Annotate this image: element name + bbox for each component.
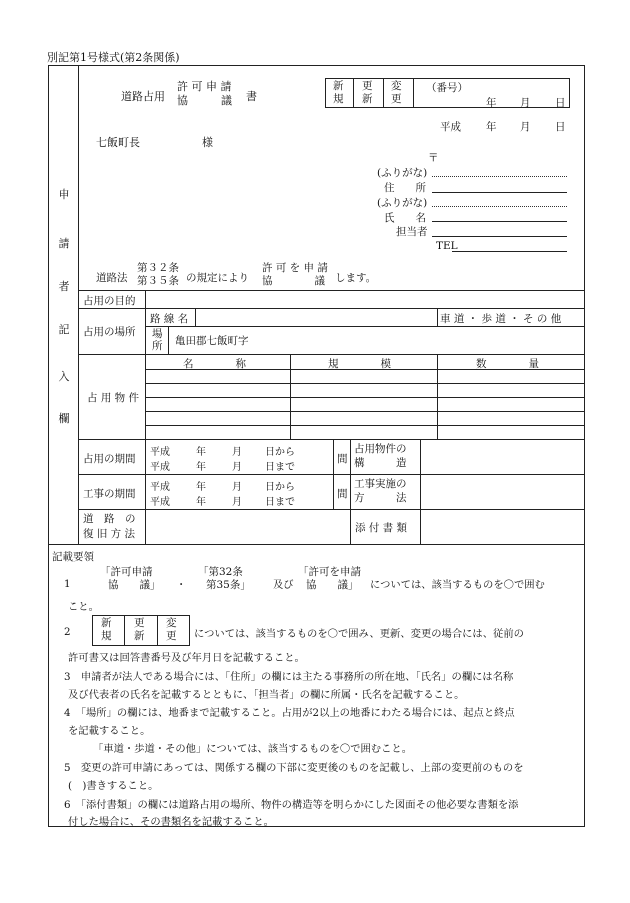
row-line — [145, 326, 585, 327]
work-to-era: 平成 — [150, 497, 170, 508]
title-prefix: 道路占用 — [121, 90, 165, 103]
number-month: 月 — [520, 97, 531, 109]
furigana-address-label: (ふりがな) — [377, 167, 428, 179]
period-to-month: 月 — [232, 462, 242, 473]
objects-label: 占 用 物 件 — [87, 392, 140, 404]
col-line — [290, 354, 291, 439]
period-from-month: 月 — [232, 447, 242, 458]
note-1-tail: については、該当するものを〇で囲む — [370, 579, 545, 591]
law-article-35: 第３５条 — [137, 275, 179, 287]
tel-field[interactable] — [452, 251, 567, 252]
addressee-honorific: 様 — [202, 136, 213, 149]
status-divider — [353, 78, 354, 108]
date-month: 月 — [520, 121, 531, 133]
period-to-day: 日まで — [265, 462, 295, 473]
period-to-era: 平成 — [150, 462, 170, 473]
col-line — [145, 290, 146, 544]
address-label: 住 所 — [384, 182, 426, 194]
period-between: 間 — [337, 453, 348, 465]
col-line — [350, 439, 351, 544]
side-label-char: 者 — [58, 280, 70, 293]
note-1-number: 1 — [64, 578, 71, 590]
location-label: 場 所 — [152, 328, 163, 352]
col-line — [333, 439, 334, 509]
note-4-line1: 4 「場所」の欄には、地番まで記載すること。占用が2以上の地番にわたる場合には、起点と終点 — [64, 707, 515, 719]
note-2-line2: 許可書又は回答書番号及び年月日を記載すること。 — [68, 652, 305, 664]
note-1-and: 及び — [273, 579, 294, 591]
status-new[interactable]: 新 規 — [333, 80, 344, 105]
attachments-label: 添 付 書 類 — [355, 522, 408, 534]
form-number-label: 別記第1号様式(第2条関係) — [47, 51, 180, 64]
date-year: 年 — [486, 121, 497, 133]
location-value[interactable]: 亀田郡七飯町字 — [175, 335, 249, 347]
row-line — [78, 474, 585, 475]
col-line — [437, 308, 438, 326]
title-options — [177, 80, 232, 108]
title-suffix: 書 — [246, 90, 257, 103]
note-2-change: 変 更 — [166, 617, 177, 642]
note-2-divider — [157, 615, 158, 646]
furigana-name-label: (ふりがな) — [377, 197, 428, 209]
row-line — [145, 411, 585, 412]
period-label: 占用の期間 — [83, 453, 136, 465]
place-label: 占用の場所 — [83, 326, 136, 338]
notes-title: 記載要領 — [52, 551, 94, 563]
tel-label: TEL — [436, 240, 458, 252]
law-name: 道路法 — [96, 272, 128, 284]
status-change[interactable]: 変 更 — [391, 80, 402, 105]
note-1-quote1: 「許可申請 協 議」 — [100, 566, 161, 591]
note-4-line2: を記載すること。 — [68, 725, 151, 737]
law-end-text: します。 — [335, 272, 377, 284]
work-from-era: 平成 — [150, 482, 170, 493]
period-to-year: 年 — [196, 462, 206, 473]
column-quantity-header: 数 量 — [476, 358, 539, 370]
col-line — [437, 354, 438, 439]
row-line — [78, 290, 585, 291]
side-label-char: 請 — [58, 237, 70, 250]
structure-label: 占用物件の 構 造 — [354, 443, 407, 469]
note-1-quote2: 「第32条 第35条」 — [198, 566, 251, 591]
period-from-era: 平成 — [150, 447, 170, 458]
row-line — [145, 397, 585, 398]
side-label-char: 欄 — [58, 412, 70, 425]
column-scale-header: 規 模 — [328, 358, 391, 370]
row-line — [145, 383, 585, 384]
furigana-address-field[interactable] — [432, 176, 567, 177]
road-type-options[interactable]: 車 道 ・ 歩 道 ・ そ の 他 — [440, 313, 562, 325]
date-day: 日 — [555, 121, 566, 133]
postal-mark: 〒 — [428, 152, 439, 164]
period-from-day: 日から — [265, 447, 295, 458]
status-divider — [383, 78, 384, 108]
number-label: （番号） — [426, 82, 468, 94]
period-from-year: 年 — [196, 447, 206, 458]
name-label: 氏 名 — [384, 212, 426, 224]
work-from-year: 年 — [196, 482, 206, 493]
applicant-section-bottom — [48, 544, 585, 545]
title-option-permit: 許 可 申 請 — [177, 80, 232, 93]
row-line — [145, 425, 585, 426]
note-1-line2: こと。 — [68, 601, 99, 613]
note-5-line1: 5 変更の許可申請にあっては、関係する欄の下部に変更後のものを記載し、上部の変更前のものを — [64, 762, 524, 774]
furigana-name-field[interactable] — [432, 206, 567, 207]
note-2-new: 新 規 — [101, 617, 112, 642]
note-2-number: 2 — [64, 626, 71, 638]
work-from-month: 月 — [232, 482, 242, 493]
note-1-quote3: 「許可を申請 協 議」 — [298, 566, 361, 591]
number-year: 年 — [486, 97, 497, 109]
side-label-char: 記 — [58, 323, 70, 336]
note-1-dot: ・ — [176, 579, 187, 591]
note-6-line1: 6 「添付書類」の欄には道路占用の場所、物件の構造等を明らかにした図面その他必要な書類を添 — [64, 799, 519, 811]
side-label-char: 申 — [58, 188, 70, 201]
col-line — [420, 439, 421, 544]
method-label: 工事実施の 方 法 — [354, 478, 407, 504]
law-article-32: 第３２条 — [137, 262, 179, 274]
column-name-header: 名 称 — [183, 358, 246, 370]
row-line — [78, 354, 585, 355]
law-option-permit: 許 可 を 申 請 — [262, 262, 328, 274]
side-column-divider — [78, 65, 79, 544]
row-line — [78, 308, 145, 309]
row-line — [78, 439, 585, 440]
note-4-line3: 「車道・歩道・その他」については、該当するものを〇で囲むこと。 — [93, 743, 412, 755]
col-line — [168, 326, 169, 354]
title-option-consult: 協 議 — [177, 94, 232, 107]
note-3-line2: 及び代表者の氏名を記載するとともに、「担当者」の欄に所属・氏名を記載すること。 — [68, 689, 465, 701]
law-middle-text: の規定により — [186, 272, 249, 284]
status-divider — [413, 78, 414, 108]
note-2-renew: 更 新 — [134, 617, 145, 642]
row-line — [145, 308, 585, 309]
work-from-day: 日から — [265, 482, 295, 493]
number-day: 日 — [555, 97, 566, 109]
note-6-line2: 付した場合に、その書類名を記載すること。 — [68, 816, 274, 828]
date-era: 平成 — [440, 121, 461, 133]
law-articles — [137, 262, 179, 288]
purpose-field[interactable] — [150, 293, 580, 306]
note-3-line1: 3 申請者が法人である場合には、「住所」の欄には主たる事務所の所在地、「氏名」の欄には名称 — [64, 671, 514, 683]
note-5-line2: ( )書きすること。 — [68, 780, 159, 792]
addressee-name: 七飯町長 — [96, 136, 140, 149]
name-field[interactable] — [432, 221, 567, 222]
work-to-year: 年 — [196, 497, 206, 508]
route-label: 路 線 名 — [150, 313, 189, 325]
note-2-divider — [124, 615, 125, 646]
contact-label: 担当者 — [396, 226, 428, 238]
side-label-char: 入 — [58, 370, 70, 383]
address-field[interactable] — [432, 192, 567, 193]
purpose-label: 占用の目的 — [83, 295, 136, 307]
row-line — [78, 509, 585, 510]
status-renew[interactable]: 更 新 — [362, 80, 373, 105]
work-to-month: 月 — [232, 497, 242, 508]
col-line — [195, 308, 196, 326]
restore-label: 道 路 の 復 旧 方 法 — [83, 513, 136, 540]
law-option-consult: 協 議 — [262, 275, 325, 287]
law-options — [262, 262, 328, 288]
work-between: 間 — [337, 488, 348, 500]
work-to-day: 日まで — [265, 497, 295, 508]
contact-field[interactable] — [432, 236, 567, 237]
note-2-tail: については、該当するものを〇で囲み、更新、変更の場合には、従前の — [194, 628, 524, 640]
work-period-label: 工事の期間 — [83, 488, 136, 500]
